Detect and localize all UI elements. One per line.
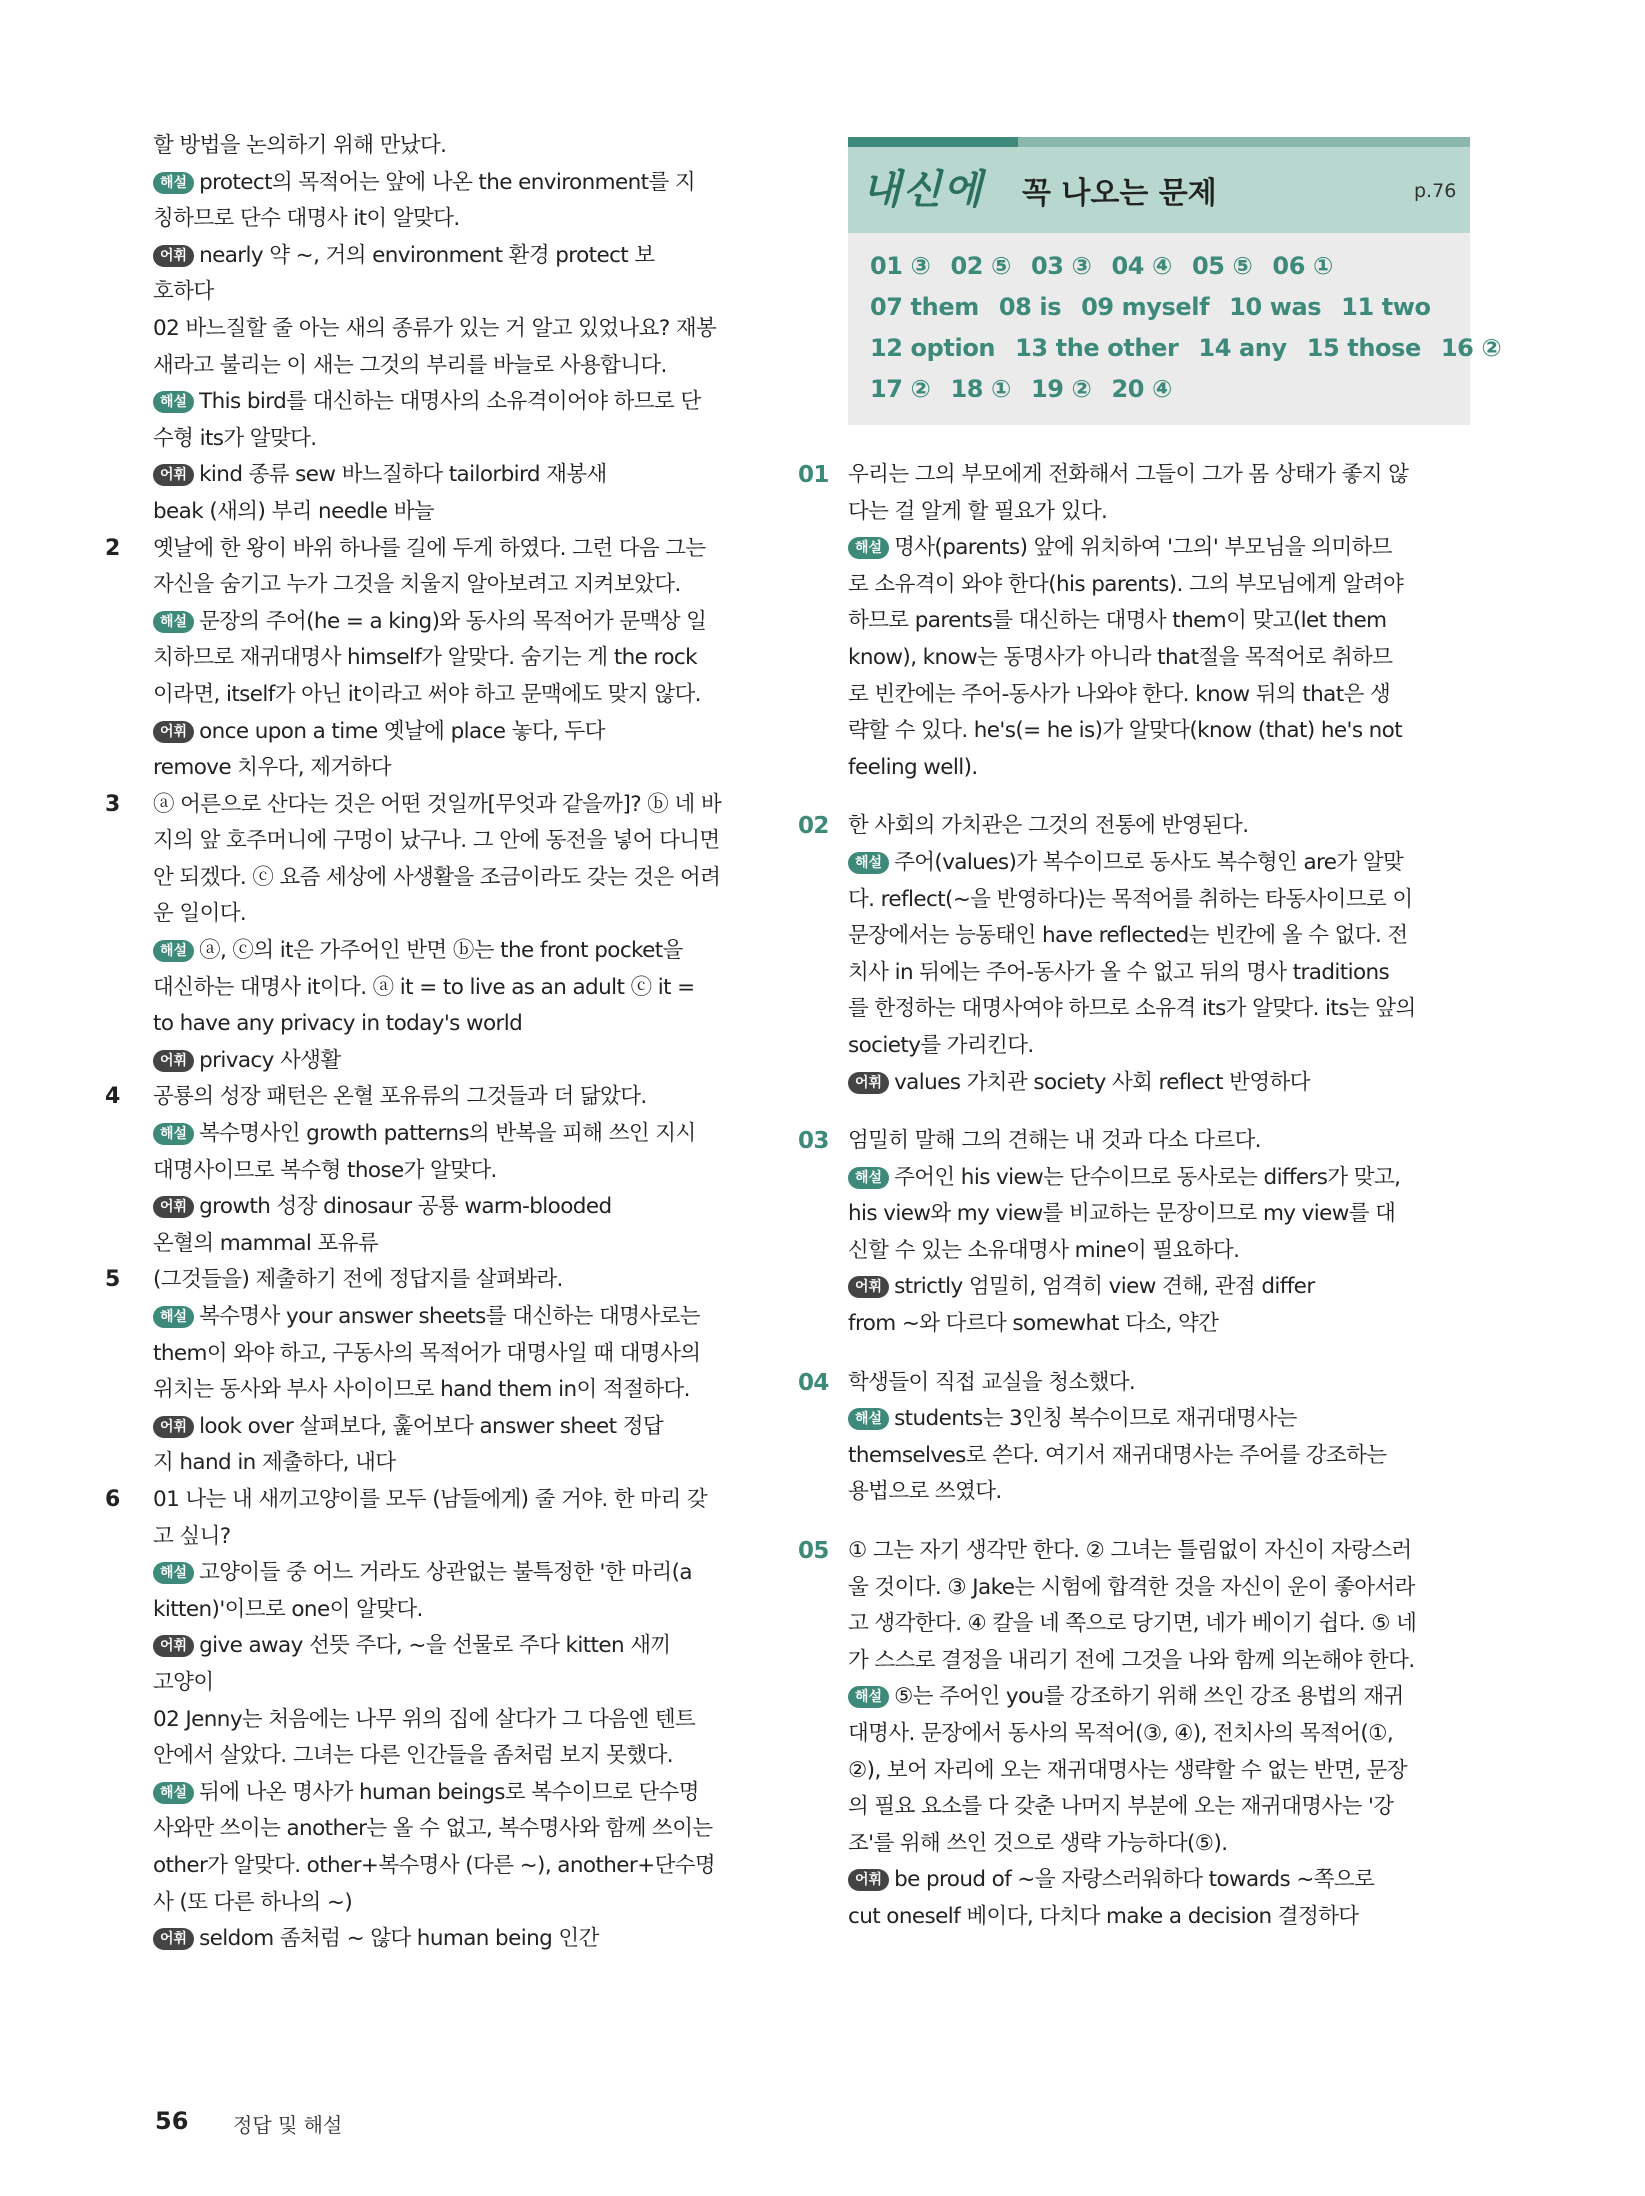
vocab-badge: 어휘 [153, 1928, 194, 1950]
footer-label: 정답 및 해설 [233, 2113, 343, 2137]
explanation-line: other가 알맞다. other+복수명사 (다른 ~), another+단수명 [153, 1852, 716, 1878]
question-number: 03 [798, 1128, 829, 1155]
explanation-line: his view와 my view를 비교하는 문장이므로 my view를 대 [848, 1201, 1396, 1227]
vocab-line: beak (새의) 부리 needle 바늘 [153, 498, 434, 524]
explanation-line: 사와만 쓰이는 another는 올 수 없고, 복수명사와 함께 쓰이는 [153, 1816, 713, 1842]
answer-item: 12 option [870, 334, 996, 362]
answer-item: 09 myself [1081, 293, 1210, 321]
answer-item: 01 ③ [870, 252, 931, 280]
answer-row [870, 246, 1521, 287]
item-number: 6 [105, 1486, 120, 1512]
answer-item: 16 ② [1440, 334, 1502, 362]
translation-line: 할 방법을 논의하기 위해 만났다. [153, 133, 447, 158]
answer-item: 10 was [1229, 293, 1322, 321]
item-number: 3 [105, 791, 120, 817]
page-number: 56 [155, 2107, 189, 2135]
answer-row [870, 328, 1521, 369]
question-03 [798, 1123, 1480, 1343]
answer-item: 06 ① [1272, 252, 1333, 280]
explanation-line: 하므로 parents를 대신하는 대명사 them이 맞고(let them [848, 608, 1387, 634]
question-01 [798, 457, 1480, 786]
vocab-line: 어휘 once upon a time 옛날에 place 놓다, 두다 [153, 714, 788, 751]
explanation-line: 해설 명사(parents) 앞에 위치하여 '그의' 부모님을 의미하므 [848, 530, 1480, 567]
translation-line: (그것들을) 제출하기 전에 정답지를 살펴봐라. [153, 1267, 563, 1293]
question-02 [798, 808, 1480, 1101]
explanation-badge: 해설 [848, 1167, 889, 1189]
explanation-line: society를 가리킨다. [848, 1032, 1034, 1058]
explanation-badge: 해설 [153, 1782, 194, 1804]
vocab-line: from ~와 다르다 somewhat 다소, 약간 [848, 1311, 1219, 1337]
vocab-line: 어휘 give away 선뜻 주다, ~을 선물로 주다 kitten 새끼 [153, 1628, 788, 1665]
explanation-line: 해설 주어인 his view는 단수이므로 동사로는 differs가 맞고, [848, 1160, 1480, 1197]
translation-line: 울 것이다. ③ Jake는 시험에 합격한 것을 자신이 운이 좋아서라 [848, 1574, 1415, 1600]
translation-line: 옛날에 한 왕이 바위 하나를 길에 두게 하였다. 그런 다음 그는 [153, 535, 706, 561]
explanation-line: 해설 복수명사 your answer sheets를 대신하는 대명사로는 [153, 1299, 788, 1336]
answer-item: 08 is [998, 293, 1062, 321]
explanation-badge: 해설 [153, 172, 194, 194]
explanation-line: 문장에서는 능동태인 have reflected는 빈칸에 올 수 없다. 전 [848, 923, 1408, 949]
explanation-badge: 해설 [153, 940, 194, 962]
explanation-line: 해설 ⓐ, ⓒ의 it은 가주어인 반면 ⓑ는 the front pocket을 [153, 933, 788, 970]
translation-line: ① 그는 자기 생각만 한다. ② 그녀는 틀림없이 자신이 자랑스러 [848, 1538, 1412, 1564]
explanation-line: 신할 수 있는 소유대명사 mine이 필요하다. [848, 1237, 1240, 1263]
answer-item: 05 ⑤ [1191, 252, 1253, 280]
explanation-line: 를 한정하는 대명사여야 하므로 소유격 its가 알맞다. its는 앞의 [848, 996, 1416, 1022]
explanation-line: 해설 뒤에 나온 명사가 human beings로 복수이므로 단수명 [153, 1775, 788, 1812]
explanation-line: 대명사이므로 복수형 those가 알맞다. [153, 1157, 497, 1183]
translation-line: 다는 걸 알게 할 필요가 있다. [848, 498, 1108, 524]
question-04 [798, 1365, 1480, 1511]
explanation-badge: 해설 [153, 611, 194, 633]
vocab-badge: 어휘 [153, 245, 194, 267]
item-number: 2 [105, 535, 120, 561]
translation-line: 한 사회의 가치관은 그것의 전통에 반영된다. [848, 813, 1249, 839]
explanation-line: 수형 its가 알맞다. [153, 425, 317, 451]
vocab-line: 어휘 be proud of ~을 자랑스러워하다 towards ~쪽으로 [848, 1862, 1480, 1899]
vocab-badge: 어휘 [153, 1050, 194, 1072]
vocab-line: 어휘 privacy 사생활 [153, 1043, 788, 1080]
naesin-logo: 내신에 [862, 166, 984, 213]
vocab-line: 어휘 strictly 엄밀히, 엄격히 view 견해, 관점 differ [848, 1269, 1480, 1306]
item-4 [105, 1079, 788, 1262]
translation-line: 안에서 살았다. 그녀는 다른 인간들을 좀처럼 보지 못했다. [153, 1743, 673, 1769]
explanation-line: 해설 주어(values)가 복수이므로 동사도 복수형인 are가 알맞 [848, 845, 1480, 882]
translation-line: 고 생각한다. ④ 칼을 네 쪽으로 당기면, 네가 베이기 쉽다. ⑤ 네 [848, 1611, 1417, 1637]
vocab-line: 지 hand in 제출하다, 내다 [153, 1450, 396, 1476]
explanation-line: 용법으로 쓰였다. [848, 1479, 1002, 1505]
translation-line: 자신을 숨기고 누가 그것을 치울지 알아보려고 지켜보았다. [153, 572, 681, 598]
vocab-line: 어휘 nearly 약 ~, 거의 environment 환경 protect 보 [153, 238, 788, 275]
question-number: 04 [798, 1369, 829, 1396]
explanation-line: 대명사. 문장에서 동사의 목적어(③, ④), 전치사의 목적어(①, [848, 1721, 1394, 1746]
vocab-badge: 어휘 [153, 721, 194, 743]
vocab-badge: 어휘 [153, 1416, 194, 1438]
translation-line: 새라고 불리는 이 새는 그것의 부리를 바늘로 사용합니다. [153, 352, 667, 378]
vocab-badge: 어휘 [848, 1276, 889, 1298]
vocab-line: 어휘 growth 성장 dinosaur 공룡 warm-blooded [153, 1189, 788, 1226]
explanation-line: 대신하는 대명사 it이다. ⓐ it = to live as an adult ⓒ it = [153, 974, 695, 1000]
item-3 [105, 787, 788, 1080]
explanation-line: 조'를 위해 쓰인 것으로 생략 가능하다(⑤). [848, 1830, 1228, 1856]
vocab-line: 고양이 [153, 1669, 214, 1695]
vocab-badge: 어휘 [153, 1196, 194, 1218]
answer-item: 04 ④ [1111, 252, 1172, 280]
explanation-line: 다. reflect(~을 반영하다)는 목적어를 취하는 타동사이므로 이 [848, 886, 1413, 912]
answer-box-top-accent [848, 137, 1018, 147]
answer-item: 02 ⑤ [950, 252, 1011, 280]
explanation-line: them이 와야 하고, 구동사의 목적어가 대명사일 때 대명사의 [153, 1340, 701, 1366]
explanation-badge: 해설 [153, 1123, 194, 1145]
translation-line: 고 싶니? [153, 1523, 231, 1549]
item-6 [105, 1482, 788, 1958]
explanation-line: feeling well). [848, 754, 978, 780]
question-05 [798, 1533, 1480, 1936]
answer-row [870, 369, 1521, 410]
explanation-badge: 해설 [153, 391, 194, 413]
explanation-line: kitten)'이므로 one이 알맞다. [153, 1596, 423, 1622]
answer-item: 17 ② [870, 375, 931, 403]
explanation-line: 이라면, itself가 아닌 it이라고 써야 하고 문맥에도 맞지 않다. [153, 681, 701, 707]
vocab-badge: 어휘 [848, 1869, 889, 1891]
item-1-continued [153, 128, 788, 531]
answer-item: 07 them [870, 293, 979, 321]
vocab-line: 호하다 [153, 279, 214, 305]
answer-item: 14 any [1198, 334, 1287, 362]
vocab-line: 온혈의 mammal 포유류 [153, 1230, 379, 1256]
explanation-badge: 해설 [153, 1306, 194, 1328]
answer-item: 15 those [1306, 334, 1421, 362]
answer-item: 11 two [1341, 293, 1431, 321]
translation-line: 운 일이다. [153, 901, 247, 927]
explanation-line: themselves로 쓴다. 여기서 재귀대명사는 주어를 강조하는 [848, 1442, 1387, 1468]
explanation-badge: 해설 [848, 852, 889, 874]
explanation-line: 칭하므로 단수 대명사 it이 알맞다. [153, 206, 460, 232]
item-2 [105, 531, 788, 787]
explanation-line: 사 (또 다른 하나의 ~) [153, 1889, 353, 1915]
explanation-badge: 해설 [153, 1562, 194, 1584]
explanation-badge: 해설 [848, 537, 889, 559]
explanation-line: 해설 고양이들 중 어느 거라도 상관없는 불특정한 '한 마리(a [153, 1555, 788, 1592]
vocab-badge: 어휘 [848, 1072, 889, 1094]
explanation-line: ②), 보어 자리에 오는 재귀대명사는 생략할 수 없는 반면, 문장 [848, 1757, 1407, 1783]
explanation-line: to have any privacy in today's world [153, 1011, 523, 1037]
vocab-line: cut oneself 베이다, 다치다 make a decision 결정하다 [848, 1903, 1359, 1929]
answer-item: 18 ① [950, 375, 1011, 403]
translation-line: 안 되겠다. ⓒ 요즘 세상에 사생활을 조금이라도 갖는 것은 어려 [153, 864, 721, 890]
question-number: 05 [798, 1538, 829, 1565]
answer-row [870, 287, 1521, 328]
answer-box-title: 꼭 나오는 문제 [1022, 176, 1217, 211]
right-column [798, 457, 1480, 1936]
answer-item: 03 ③ [1030, 252, 1092, 280]
translation-line: 가 스스로 결정을 내리기 전에 그것을 나와 함께 의논해야 한다. [848, 1647, 1415, 1673]
translation-line: 02 바느질할 줄 아는 새의 종류가 있는 거 알고 있었나요? 재봉 [153, 315, 717, 341]
answer-key [870, 246, 1521, 410]
explanation-line: 해설 복수명사인 growth patterns의 반복을 피해 쓰인 지시 [153, 1116, 788, 1153]
vocab-badge: 어휘 [153, 1635, 194, 1657]
explanation-badge: 해설 [848, 1686, 889, 1708]
explanation-line: 해설 문장의 주어(he = a king)와 동사의 목적어가 문맥상 일 [153, 604, 788, 641]
explanation-line: 해설 protect의 목적어는 앞에 나온 the environment를 지 [153, 165, 788, 202]
vocab-line: 어휘 seldom 좀처럼 ~ 않다 human being 인간 [153, 1921, 788, 1958]
item-5 [105, 1262, 788, 1482]
translation-line: 지의 앞 호주머니에 구멍이 났구나. 그 안에 동전을 넣어 다니면 [153, 828, 720, 854]
answer-item: 19 ② [1030, 375, 1092, 403]
explanation-line: 치사 in 뒤에는 주어-동사가 올 수 없고 뒤의 명사 traditions [848, 959, 1390, 985]
explanation-line: 해설 This bird를 대신하는 대명사의 소유격이어야 하므로 단 [153, 384, 788, 421]
explanation-line: 로 빈칸에는 주어-동사가 나와야 한다. know 뒤의 that은 생 [848, 681, 1391, 707]
explanation-line: 치하므로 재귀대명사 himself가 알맞다. 숨기는 게 the rock [153, 645, 697, 671]
explanation-line: 해설 ⑤는 주어인 you를 강조하기 위해 쓰인 강조 용법의 재귀 [848, 1679, 1480, 1716]
question-number: 01 [798, 462, 829, 488]
translation-line: 02 Jenny는 처음에는 나무 위의 집에 살다가 그 다음엔 텐트 [153, 1706, 696, 1732]
explanation-line: 해설 students는 3인칭 복수이므로 재귀대명사는 [848, 1401, 1480, 1438]
translation-line: 01 나는 내 새끼고양이를 모두 (남들에게) 줄 거야. 한 마리 갖 [153, 1486, 708, 1512]
vocab-line: 어휘 look over 살펴보다, 훑어보다 answer sheet 정답 [153, 1409, 788, 1446]
item-number: 4 [105, 1084, 120, 1110]
item-number: 5 [105, 1267, 120, 1293]
explanation-line: 략할 수 있다. he's(= he is)가 알맞다(know (that) he's not [848, 718, 1403, 744]
vocab-badge: 어휘 [153, 464, 194, 486]
left-column [105, 128, 788, 1958]
translation-line: ⓐ 어른으로 산다는 것은 어떤 것일까[무엇과 같을까]? ⓑ 네 바 [153, 791, 722, 817]
explanation-line: 위치는 동사와 부사 사이이므로 hand them in이 적절하다. [153, 1377, 690, 1403]
translation-line: 우리는 그의 부모에게 전화해서 그들이 그가 몸 상태가 좋지 않 [848, 462, 1409, 487]
vocab-line: remove 치우다, 제거하다 [153, 755, 391, 781]
explanation-line: 로 소유격이 와야 한다(his parents). 그의 부모님에게 알려야 [848, 571, 1404, 597]
vocab-line: 어휘 values 가치관 society 사회 reflect 반영하다 [848, 1065, 1480, 1102]
question-number: 02 [798, 813, 829, 840]
explanation-badge: 해설 [848, 1408, 889, 1430]
answer-item: 20 ④ [1111, 375, 1172, 403]
explanation-line: know), know는 동명사가 아니라 that절을 목적어로 취하므 [848, 644, 1393, 670]
explanation-line: 의 필요 요소를 다 갖춘 나머지 부분에 오는 재귀대명사는 '강 [848, 1794, 1394, 1820]
translation-line: 공룡의 성장 패턴은 온혈 포유류의 그것들과 더 닮았다. [153, 1084, 647, 1110]
answer-box-page-ref: p.76 [1414, 180, 1457, 202]
answer-item: 13 the other [1015, 334, 1179, 362]
vocab-line: 어휘 kind 종류 sew 바느질하다 tailorbird 재봉새 [153, 457, 788, 494]
translation-line: 학생들이 직접 교실을 청소했다. [848, 1369, 1136, 1395]
translation-line: 엄밀히 말해 그의 견해는 내 것과 다소 다르다. [848, 1128, 1261, 1154]
